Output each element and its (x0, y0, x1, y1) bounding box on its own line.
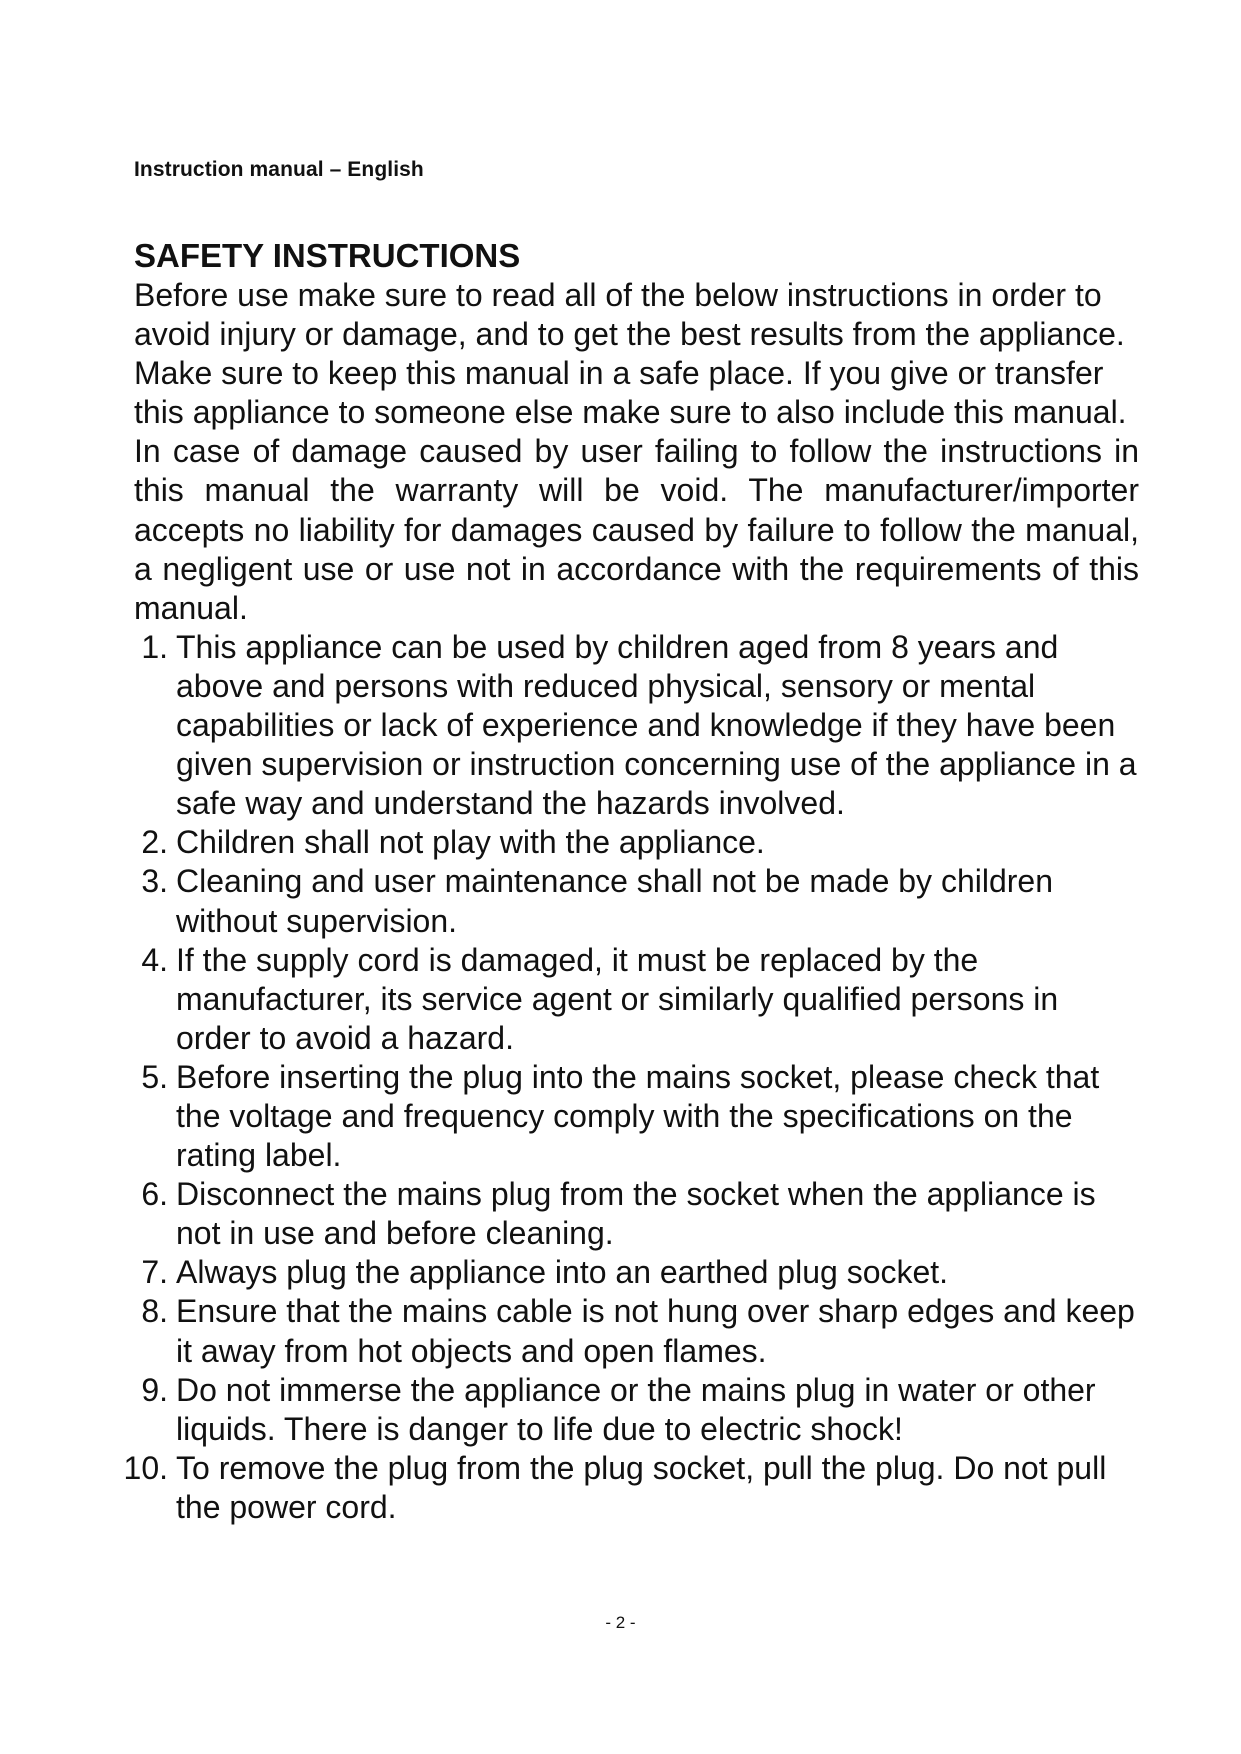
intro-paragraph: Before use make sure to read all of the below instructions in order to avoid injury or damage, and to get the best results from the appliance. Make sure to keep this manual in a safe place. If you give or transfer this appliance to someone else make sure to also include this manual. (134, 277, 1127, 431)
list-item (134, 1253, 1139, 1292)
item-number: 7. (141, 1254, 168, 1291)
item-text: Children shall not play with the appliance. (176, 824, 765, 861)
item-number: 10. (123, 1449, 168, 1486)
item-text: To remove the plug from the plug socket, pull the plug. Do not pull the power cord. (176, 1449, 1107, 1525)
section-title: SAFETY INSTRUCTIONS (134, 237, 521, 274)
item-text: Do not immerse the appliance or the mains plug in water or other liquids. There is danger to life due to electric shock! (176, 1371, 1096, 1447)
document-header: Instruction manual – English (134, 158, 424, 181)
page-number: - 2 - (605, 1613, 636, 1632)
item-text: Before inserting the plug into the mains socket, please check that the voltage and frequency comply with the specifications on the rating label. (176, 1058, 1100, 1174)
safety-list (123, 628, 1139, 1527)
list-item (134, 823, 1139, 862)
item-number: 9. (141, 1371, 168, 1408)
list-item (134, 1175, 1139, 1253)
item-text: Always plug the appliance into an earthed plug socket. (176, 1254, 949, 1291)
list-item (134, 862, 1139, 940)
item-text: Disconnect the mains plug from the socket when the appliance is not in use and before cleaning. (176, 1176, 1096, 1252)
item-number: 3. (141, 863, 168, 900)
item-number: 1. (141, 628, 168, 665)
item-number: 4. (141, 941, 168, 978)
warranty-paragraph: In case of damage caused by user failing to follow the instructions in this manual the warranty will be void. The manufacturer/importer accepts no liability for damages caused by failure to follow the manual, a negligent use or use not in accordance with the requirements of this manual. (134, 433, 1139, 626)
list-item (134, 941, 1139, 1058)
item-number: 2. (141, 824, 168, 861)
item-text: Cleaning and user maintenance shall not be made by children without supervision. (176, 863, 1053, 939)
list-item (123, 1449, 1139, 1527)
list-item (134, 1371, 1139, 1449)
item-number: 5. (141, 1058, 168, 1095)
list-item (134, 628, 1139, 823)
item-text: This appliance can be used by children aged from 8 years and above and persons with reduced physical, sensory or mental capabilities or lack of experience and knowledge if they have been given supervision or instruction concerning use of the appliance in a safe way and understand the hazards involved. (176, 628, 1137, 822)
item-text: Ensure that the mains cable is not hung over sharp edges and keep it away from hot objects and open flames. (176, 1293, 1135, 1369)
list-item (134, 1292, 1139, 1370)
item-text: If the supply cord is damaged, it must be replaced by the manufacturer, its service agent or similarly qualified persons in order to avoid a hazard. (176, 941, 1059, 1056)
item-number: 6. (141, 1176, 168, 1213)
safety-section (123, 236, 1139, 1527)
item-number: 8. (141, 1293, 168, 1330)
list-item (134, 1058, 1139, 1175)
